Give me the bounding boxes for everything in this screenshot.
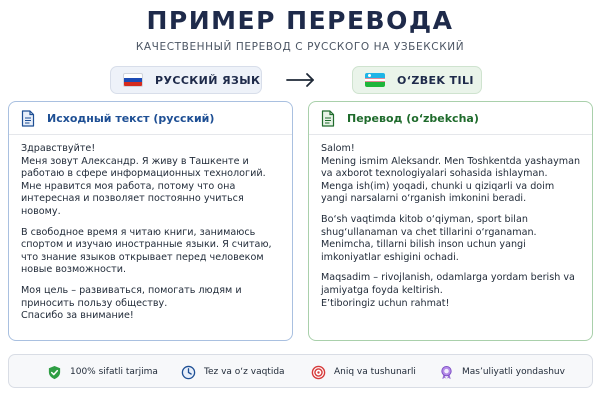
source-panel-header <box>9 102 292 135</box>
feature-speed <box>181 355 285 389</box>
feature-label: Aniq va tushunarli <box>334 367 416 377</box>
page-subtitle: КАЧЕСТВЕННЫЙ ПЕРЕВОД С РУССКОГО НА УЗБЕКСКИЙ <box>135 41 465 53</box>
document-icon <box>21 110 35 127</box>
translation-panel-heading: Перевод (o‘zbekcha) <box>347 111 479 125</box>
target-icon <box>311 365 326 380</box>
arrow-right-icon <box>283 66 319 94</box>
uzbekistan-flag-icon <box>365 73 385 87</box>
features-bar <box>8 354 593 388</box>
feature-accuracy <box>311 355 416 389</box>
document-icon <box>321 110 335 127</box>
translation-panel-header <box>309 102 592 135</box>
source-paragraph: Моя цель – развиваться, помогать людям и приносить пользу обществу. Спасибо за внимание! <box>21 284 242 322</box>
feature-quality <box>47 355 158 389</box>
source-text-body <box>9 135 292 323</box>
source-language-pill <box>110 66 262 94</box>
page-title: ПРИМЕР ПЕРЕВОДА <box>146 6 454 35</box>
source-language-label: РУССКИЙ ЯЗЫК <box>155 73 261 87</box>
source-panel-heading: Исходный текст (русский) <box>47 111 215 125</box>
source-paragraph: Здравствуйте! Меня зовут Александр. Я живу в Ташкенте и работаю в сфере информационных технологий. Мне нравится моя работа, потому что она интересная и позволяет постоянно учиться новому. <box>21 143 266 217</box>
award-medal-icon <box>439 365 454 380</box>
feature-label: Tez va o‘z vaqtida <box>204 367 285 377</box>
clock-icon <box>181 365 196 380</box>
translation-paragraph: Maqsadim – rivojlanish, odamlarga yordam berish va jamiyatga foyda keltirish. E’tiboringiz uchun rahmat! <box>321 272 575 309</box>
translation-paragraph: Salom! Mening ismim Aleksandr. Men Toshkentda yashayman va axborot texnologiyalari sohasida ishlayman. Menga ish(im) yoqadi, chunki u qiziqarli va doim yangi narsalarni o‘rganish imkonini beradi. <box>321 143 581 205</box>
target-language-pill <box>352 66 482 94</box>
shield-check-icon <box>47 365 62 380</box>
source-paragraph: В свободное время я читаю книги, занимаюсь спортом и изучаю иностранные языки. Я считаю, что знание языков открывает перед человеком новые возможности. <box>21 226 272 276</box>
feature-label: 100% sifatli tarjima <box>70 367 158 377</box>
translation-panel <box>308 101 593 341</box>
feature-responsibility <box>439 355 565 389</box>
source-text-panel <box>8 101 293 341</box>
translation-paragraph: Bo‘sh vaqtimda kitob o‘qiyman, sport bilan shug‘ullanaman va chet tillarini o‘rganaman. Menimcha, tillarni bilish inson uchun yangi imkoniyatlar eshigini ochadi. <box>321 213 537 263</box>
translation-text-body <box>309 135 592 310</box>
feature-label: Mas’uliyatli yondashuv <box>462 367 565 377</box>
target-language-label: O‘ZBEK TILI <box>397 73 474 87</box>
russia-flag-icon <box>123 73 143 87</box>
